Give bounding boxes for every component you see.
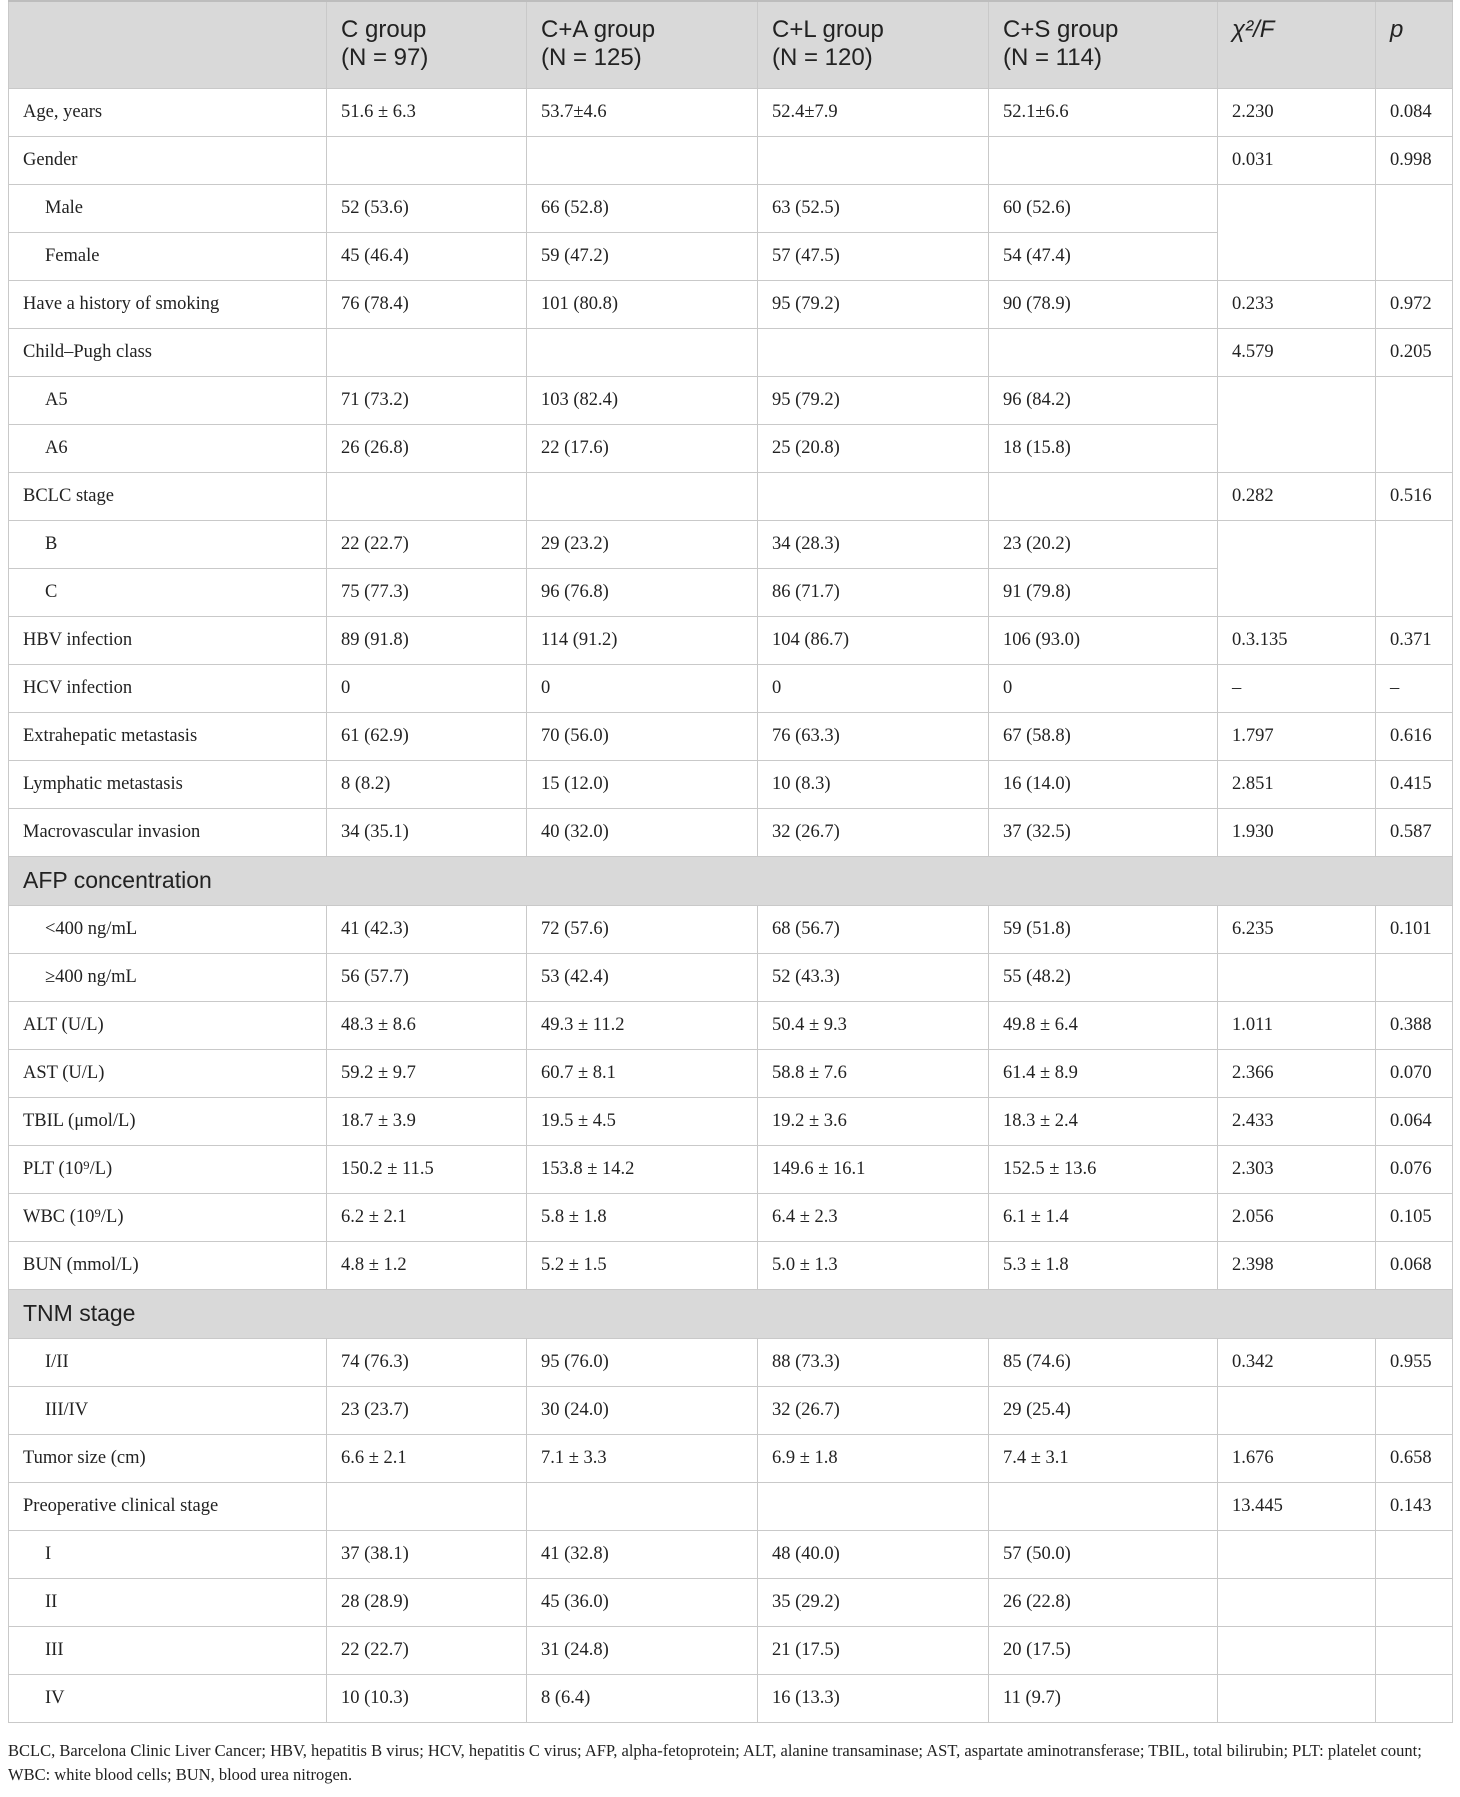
header-cs-group-n: (N = 114) [1003, 44, 1102, 71]
ca-group-cell: 103 (82.4) [527, 376, 758, 424]
cs-group-cell [989, 472, 1218, 520]
section-label: AFP concentration [9, 856, 1453, 905]
statistic-cell: 6.235 [1218, 905, 1376, 953]
cs-group-cell: 57 (50.0) [989, 1530, 1218, 1578]
cl-group-cell: 32 (26.7) [758, 1386, 989, 1434]
cl-group-cell: 19.2 ± 3.6 [758, 1097, 989, 1145]
statistic-cell: 1.930 [1218, 808, 1376, 856]
row-label: ALT (U/L) [9, 1001, 327, 1049]
p-value-cell: 0.415 [1376, 760, 1453, 808]
header-c-group [327, 1, 527, 88]
table-row [9, 1482, 1453, 1530]
c-group-cell: 22 (22.7) [327, 520, 527, 568]
row-label: IV [9, 1674, 327, 1722]
ca-group-cell: 49.3 ± 11.2 [527, 1001, 758, 1049]
table-row [9, 616, 1453, 664]
c-group-cell: 18.7 ± 3.9 [327, 1097, 527, 1145]
ca-group-cell: 5.8 ± 1.8 [527, 1193, 758, 1241]
c-group-cell: 89 (91.8) [327, 616, 527, 664]
row-label: BUN (mmol/L) [9, 1241, 327, 1289]
p-value-cell: 0.070 [1376, 1049, 1453, 1097]
table-row [9, 1145, 1453, 1193]
header-c-group-n: (N = 97) [341, 44, 429, 71]
statistic-cell: 2.433 [1218, 1097, 1376, 1145]
row-label: II [9, 1578, 327, 1626]
row-label: A5 [9, 376, 327, 424]
p-value-cell: 0.516 [1376, 472, 1453, 520]
header-ca-group-name: C+A group [541, 16, 656, 43]
p-value-cell: 0.972 [1376, 280, 1453, 328]
row-label: PLT (10⁹/L) [9, 1145, 327, 1193]
statistic-cell: 2.230 [1218, 88, 1376, 136]
p-value-cell: 0.143 [1376, 1482, 1453, 1530]
table-row [9, 184, 1453, 232]
ca-group-cell [527, 472, 758, 520]
table-row [9, 1386, 1453, 1434]
statistic-cell: 2.056 [1218, 1193, 1376, 1241]
p-value-cell [1376, 376, 1453, 424]
cs-group-cell: 85 (74.6) [989, 1338, 1218, 1386]
cl-group-cell: 10 (8.3) [758, 760, 989, 808]
cs-group-cell [989, 328, 1218, 376]
cl-group-cell: 50.4 ± 9.3 [758, 1001, 989, 1049]
p-value-cell: 0.616 [1376, 712, 1453, 760]
p-value-cell [1376, 1674, 1453, 1722]
ca-group-cell: 53 (42.4) [527, 953, 758, 1001]
table-row [9, 280, 1453, 328]
statistic-cell: 2.303 [1218, 1145, 1376, 1193]
table-row [9, 568, 1453, 616]
cl-group-cell: 35 (29.2) [758, 1578, 989, 1626]
cl-group-cell: 88 (73.3) [758, 1338, 989, 1386]
statistic-cell: 0.342 [1218, 1338, 1376, 1386]
header-label-cell [9, 1, 327, 88]
ca-group-cell: 19.5 ± 4.5 [527, 1097, 758, 1145]
cl-group-cell: 34 (28.3) [758, 520, 989, 568]
cl-group-cell: 58.8 ± 7.6 [758, 1049, 989, 1097]
p-value-cell: 0.105 [1376, 1193, 1453, 1241]
row-label: C [9, 568, 327, 616]
table-row [9, 424, 1453, 472]
table-row [9, 760, 1453, 808]
c-group-cell: 26 (26.8) [327, 424, 527, 472]
table-row [9, 328, 1453, 376]
p-value-cell [1376, 1578, 1453, 1626]
table-row [9, 664, 1453, 712]
ca-group-cell: 70 (56.0) [527, 712, 758, 760]
header-cl-group-n: (N = 120) [772, 44, 873, 71]
table-row [9, 905, 1453, 953]
c-group-cell: 56 (57.7) [327, 953, 527, 1001]
row-label: TBIL (μmol/L) [9, 1097, 327, 1145]
cl-group-cell: 149.6 ± 16.1 [758, 1145, 989, 1193]
cs-group-cell: 60 (52.6) [989, 184, 1218, 232]
cl-group-cell: 52 (43.3) [758, 953, 989, 1001]
header-cl-group [758, 1, 989, 88]
table-row [9, 472, 1453, 520]
c-group-cell: 6.6 ± 2.1 [327, 1434, 527, 1482]
p-value-cell [1376, 1530, 1453, 1578]
cl-group-cell: 52.4±7.9 [758, 88, 989, 136]
c-group-cell: 74 (76.3) [327, 1338, 527, 1386]
cl-group-cell: 57 (47.5) [758, 232, 989, 280]
p-value-cell: 0.388 [1376, 1001, 1453, 1049]
cs-group-cell: 90 (78.9) [989, 280, 1218, 328]
c-group-cell: 0 [327, 664, 527, 712]
ca-group-cell: 101 (80.8) [527, 280, 758, 328]
c-group-cell: 41 (42.3) [327, 905, 527, 953]
statistic-cell: 1.011 [1218, 1001, 1376, 1049]
row-label: I [9, 1530, 327, 1578]
cl-group-cell: 32 (26.7) [758, 808, 989, 856]
c-group-cell: 10 (10.3) [327, 1674, 527, 1722]
cl-group-cell: 104 (86.7) [758, 616, 989, 664]
c-group-cell: 76 (78.4) [327, 280, 527, 328]
c-group-cell: 8 (8.2) [327, 760, 527, 808]
row-label: Age, years [9, 88, 327, 136]
header-statistic-label: χ²/F [1232, 16, 1275, 43]
statistic-cell [1218, 232, 1376, 280]
cs-group-cell: 152.5 ± 13.6 [989, 1145, 1218, 1193]
ca-group-cell: 153.8 ± 14.2 [527, 1145, 758, 1193]
ca-group-cell: 15 (12.0) [527, 760, 758, 808]
row-label: Lymphatic metastasis [9, 760, 327, 808]
row-label: Have a history of smoking [9, 280, 327, 328]
statistic-cell [1218, 1626, 1376, 1674]
p-value-cell [1376, 184, 1453, 232]
ca-group-cell: 29 (23.2) [527, 520, 758, 568]
header-cs-group [989, 1, 1218, 88]
cs-group-cell: 106 (93.0) [989, 616, 1218, 664]
ca-group-cell: 95 (76.0) [527, 1338, 758, 1386]
ca-group-cell: 72 (57.6) [527, 905, 758, 953]
cs-group-cell: 6.1 ± 1.4 [989, 1193, 1218, 1241]
table-row [9, 1578, 1453, 1626]
c-group-cell [327, 1482, 527, 1530]
table-row [9, 1530, 1453, 1578]
row-label: HCV infection [9, 664, 327, 712]
ca-group-cell: 5.2 ± 1.5 [527, 1241, 758, 1289]
statistic-cell: 0.3.135 [1218, 616, 1376, 664]
cs-group-cell: 67 (58.8) [989, 712, 1218, 760]
statistic-cell [1218, 520, 1376, 568]
table-row [9, 1338, 1453, 1386]
cs-group-cell: 29 (25.4) [989, 1386, 1218, 1434]
row-label: III/IV [9, 1386, 327, 1434]
cs-group-cell: 5.3 ± 1.8 [989, 1241, 1218, 1289]
statistic-cell [1218, 568, 1376, 616]
p-value-cell: 0.076 [1376, 1145, 1453, 1193]
cl-group-cell [758, 136, 989, 184]
table-row [9, 1193, 1453, 1241]
ca-group-cell: 7.1 ± 3.3 [527, 1434, 758, 1482]
table-row [9, 1001, 1453, 1049]
ca-group-cell: 41 (32.8) [527, 1530, 758, 1578]
p-value-cell [1376, 1386, 1453, 1434]
cl-group-cell: 16 (13.3) [758, 1674, 989, 1722]
p-value-cell [1376, 232, 1453, 280]
cl-group-cell: 48 (40.0) [758, 1530, 989, 1578]
p-value-cell: 0.371 [1376, 616, 1453, 664]
table-row [9, 520, 1453, 568]
p-value-cell: – [1376, 664, 1453, 712]
ca-group-cell: 66 (52.8) [527, 184, 758, 232]
c-group-cell [327, 136, 527, 184]
row-label: AST (U/L) [9, 1049, 327, 1097]
cs-group-cell: 54 (47.4) [989, 232, 1218, 280]
statistic-cell: 4.579 [1218, 328, 1376, 376]
header-ca-group [527, 1, 758, 88]
cl-group-cell: 63 (52.5) [758, 184, 989, 232]
p-value-cell: 0.068 [1376, 1241, 1453, 1289]
cs-group-cell: 55 (48.2) [989, 953, 1218, 1001]
c-group-cell: 61 (62.9) [327, 712, 527, 760]
ca-group-cell: 22 (17.6) [527, 424, 758, 472]
cs-group-cell: 11 (9.7) [989, 1674, 1218, 1722]
c-group-cell [327, 328, 527, 376]
row-label: Preoperative clinical stage [9, 1482, 327, 1530]
statistic-cell [1218, 953, 1376, 1001]
ca-group-cell: 59 (47.2) [527, 232, 758, 280]
table-row [9, 712, 1453, 760]
row-label: Female [9, 232, 327, 280]
ca-group-cell [527, 1482, 758, 1530]
cl-group-cell: 5.0 ± 1.3 [758, 1241, 989, 1289]
cl-group-cell: 86 (71.7) [758, 568, 989, 616]
statistic-cell: 0.031 [1218, 136, 1376, 184]
c-group-cell: 51.6 ± 6.3 [327, 88, 527, 136]
cs-group-cell: 7.4 ± 3.1 [989, 1434, 1218, 1482]
header-p-label: p [1390, 16, 1404, 43]
p-value-cell: 0.998 [1376, 136, 1453, 184]
c-group-cell: 59.2 ± 9.7 [327, 1049, 527, 1097]
row-label: Child–Pugh class [9, 328, 327, 376]
row-label: A6 [9, 424, 327, 472]
table-row [9, 88, 1453, 136]
cl-group-cell: 21 (17.5) [758, 1626, 989, 1674]
cs-group-cell: 91 (79.8) [989, 568, 1218, 616]
row-label: B [9, 520, 327, 568]
cl-group-cell: 25 (20.8) [758, 424, 989, 472]
header-ca-group-n: (N = 125) [541, 44, 642, 71]
cs-group-cell [989, 1482, 1218, 1530]
p-value-cell: 0.205 [1376, 328, 1453, 376]
header-statistic [1218, 1, 1376, 88]
table-row [9, 808, 1453, 856]
p-value-cell [1376, 520, 1453, 568]
ca-group-cell: 45 (36.0) [527, 1578, 758, 1626]
cs-group-cell: 52.1±6.6 [989, 88, 1218, 136]
cs-group-cell: 61.4 ± 8.9 [989, 1049, 1218, 1097]
row-label: Male [9, 184, 327, 232]
c-group-cell: 34 (35.1) [327, 808, 527, 856]
cl-group-cell: 6.4 ± 2.3 [758, 1193, 989, 1241]
table-body [9, 88, 1453, 1722]
statistic-cell [1218, 1674, 1376, 1722]
row-label: Macrovascular invasion [9, 808, 327, 856]
p-value-cell [1376, 953, 1453, 1001]
statistic-cell: 0.282 [1218, 472, 1376, 520]
cl-group-cell [758, 472, 989, 520]
table-row [9, 232, 1453, 280]
statistic-cell: 0.233 [1218, 280, 1376, 328]
statistic-cell: 13.445 [1218, 1482, 1376, 1530]
cs-group-cell: 18 (15.8) [989, 424, 1218, 472]
c-group-cell: 52 (53.6) [327, 184, 527, 232]
row-label: <400 ng/mL [9, 905, 327, 953]
c-group-cell: 4.8 ± 1.2 [327, 1241, 527, 1289]
statistic-cell [1218, 184, 1376, 232]
c-group-cell: 37 (38.1) [327, 1530, 527, 1578]
cl-group-cell: 95 (79.2) [758, 280, 989, 328]
cs-group-cell: 59 (51.8) [989, 905, 1218, 953]
c-group-cell: 6.2 ± 2.1 [327, 1193, 527, 1241]
ca-group-cell [527, 328, 758, 376]
table-row [9, 1434, 1453, 1482]
cs-group-cell: 23 (20.2) [989, 520, 1218, 568]
ca-group-cell: 60.7 ± 8.1 [527, 1049, 758, 1097]
row-label: Extrahepatic metastasis [9, 712, 327, 760]
ca-group-cell: 30 (24.0) [527, 1386, 758, 1434]
c-group-cell: 75 (77.3) [327, 568, 527, 616]
p-value-cell: 0.955 [1376, 1338, 1453, 1386]
cl-group-cell: 6.9 ± 1.8 [758, 1434, 989, 1482]
c-group-cell: 48.3 ± 8.6 [327, 1001, 527, 1049]
table-row [9, 136, 1453, 184]
c-group-cell: 71 (73.2) [327, 376, 527, 424]
table-row [9, 1626, 1453, 1674]
ca-group-cell: 96 (76.8) [527, 568, 758, 616]
row-label: Gender [9, 136, 327, 184]
ca-group-cell: 31 (24.8) [527, 1626, 758, 1674]
cs-group-cell: 96 (84.2) [989, 376, 1218, 424]
header-p-value [1376, 1, 1453, 88]
table-row [9, 1674, 1453, 1722]
ca-group-cell: 40 (32.0) [527, 808, 758, 856]
p-value-cell: 0.084 [1376, 88, 1453, 136]
cs-group-cell: 20 (17.5) [989, 1626, 1218, 1674]
row-label: WBC (10⁹/L) [9, 1193, 327, 1241]
table-row [9, 1049, 1453, 1097]
header-c-group-name: C group [341, 16, 427, 43]
ca-group-cell: 114 (91.2) [527, 616, 758, 664]
cl-group-cell: 68 (56.7) [758, 905, 989, 953]
statistic-cell: 2.851 [1218, 760, 1376, 808]
cs-group-cell: 49.8 ± 6.4 [989, 1001, 1218, 1049]
cs-group-cell [989, 136, 1218, 184]
header-row [9, 1, 1453, 88]
statistic-cell [1218, 1386, 1376, 1434]
c-group-cell [327, 472, 527, 520]
c-group-cell: 22 (22.7) [327, 1626, 527, 1674]
row-label: III [9, 1626, 327, 1674]
header-cs-group-name: C+S group [1003, 16, 1119, 43]
ca-group-cell: 8 (6.4) [527, 1674, 758, 1722]
row-label: BCLC stage [9, 472, 327, 520]
c-group-cell: 28 (28.9) [327, 1578, 527, 1626]
row-label: I/II [9, 1338, 327, 1386]
p-value-cell [1376, 1626, 1453, 1674]
baseline-characteristics-table [8, 0, 1453, 1723]
table-row [9, 1241, 1453, 1289]
statistic-cell: 2.366 [1218, 1049, 1376, 1097]
row-label: Tumor size (cm) [9, 1434, 327, 1482]
p-value-cell: 0.064 [1376, 1097, 1453, 1145]
statistic-cell: 1.797 [1218, 712, 1376, 760]
table-row [9, 953, 1453, 1001]
cs-group-cell: 37 (32.5) [989, 808, 1218, 856]
section-label: TNM stage [9, 1289, 1453, 1338]
c-group-cell: 45 (46.4) [327, 232, 527, 280]
statistic-cell: 2.398 [1218, 1241, 1376, 1289]
cl-group-cell [758, 328, 989, 376]
p-value-cell: 0.587 [1376, 808, 1453, 856]
statistic-cell: 1.676 [1218, 1434, 1376, 1482]
table-row [9, 376, 1453, 424]
row-label: ≥400 ng/mL [9, 953, 327, 1001]
section-row [9, 1289, 1453, 1338]
table-row [9, 1097, 1453, 1145]
cs-group-cell: 26 (22.8) [989, 1578, 1218, 1626]
p-value-cell [1376, 568, 1453, 616]
p-value-cell [1376, 424, 1453, 472]
table-footnote: BCLC, Barcelona Clinic Liver Cancer; HBV, hepatitis B virus; HCV, hepatitis C virus; AFP, alpha-fetoprotein; ALT, alanine transaminase; AST, aspartate aminotransferase; TBIL, total bilirubin; PLT: platelet count; WBC: white blood cells; BUN, blood urea nitrogen. [8, 1741, 1422, 1784]
cs-group-cell: 0 [989, 664, 1218, 712]
cl-group-cell: 95 (79.2) [758, 376, 989, 424]
c-group-cell: 23 (23.7) [327, 1386, 527, 1434]
ca-group-cell: 0 [527, 664, 758, 712]
row-label: HBV infection [9, 616, 327, 664]
header-cl-group-name: C+L group [772, 16, 884, 43]
cs-group-cell: 16 (14.0) [989, 760, 1218, 808]
statistic-cell [1218, 424, 1376, 472]
ca-group-cell [527, 136, 758, 184]
statistic-cell [1218, 1578, 1376, 1626]
p-value-cell: 0.658 [1376, 1434, 1453, 1482]
cl-group-cell: 76 (63.3) [758, 712, 989, 760]
cl-group-cell: 0 [758, 664, 989, 712]
statistic-cell [1218, 1530, 1376, 1578]
section-row [9, 856, 1453, 905]
statistic-cell [1218, 376, 1376, 424]
cl-group-cell [758, 1482, 989, 1530]
table-container [8, 0, 1452, 1723]
cs-group-cell: 18.3 ± 2.4 [989, 1097, 1218, 1145]
c-group-cell: 150.2 ± 11.5 [327, 1145, 527, 1193]
statistic-cell: – [1218, 664, 1376, 712]
p-value-cell: 0.101 [1376, 905, 1453, 953]
ca-group-cell: 53.7±4.6 [527, 88, 758, 136]
